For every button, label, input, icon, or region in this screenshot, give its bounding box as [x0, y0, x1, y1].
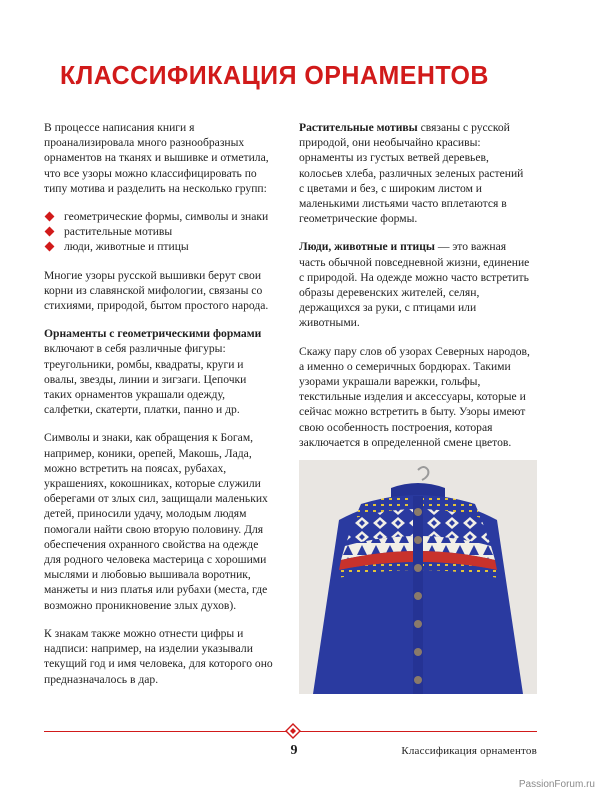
geometric-paragraph — [44, 326, 276, 417]
plant-body: связаны с русской природой, они необычайно красивы: орнаменты из густых ветвей деревьев, колосьев хлеба, различных зеленых растений с цветами и без, с широким листом и маленькими листьями часто вплетаются в геометрические формы. — [299, 121, 524, 226]
geometric-lead: Орнаменты с геометрическими формами — [44, 327, 262, 341]
left-column — [44, 120, 276, 700]
right-column — [299, 120, 531, 463]
page-number: 9 — [290, 743, 298, 758]
list-item — [44, 209, 276, 224]
plant-lead: Растительные мотивы — [299, 121, 418, 134]
geometric-body: включают в себя различные фигуры: треугольники, ромбы, квадраты, круги и овалы, звезды, линии и зигзаги. Цепочки таких орнаментов украшали одежду, салфетки, скатерти, платки, панно и др. — [44, 342, 247, 417]
diamond-bullet-icon — [45, 242, 55, 252]
knitted-cardigan-photo — [299, 460, 537, 694]
page-title: КЛАССИФИКАЦИЯ ОРНАМЕНТОВ — [60, 60, 489, 90]
people-paragraph — [299, 239, 531, 330]
plant-paragraph — [299, 120, 531, 226]
list-item-text: растительные мотивы — [64, 225, 173, 239]
list-item-text: люди, животные и птицы — [64, 240, 189, 254]
motif-group-list — [44, 209, 276, 255]
intro-paragraph: В процессе написания книги я проанализировала много разнообразных орнаментов на тканях и вышивке и отметила, что все узоры можно классифицировать по типу мотива и разделить на несколько групп: — [44, 121, 269, 195]
list-item-text: геометрические формы, символы и знаки — [64, 210, 269, 224]
list-item — [44, 239, 276, 254]
cardigan-illustration — [299, 460, 537, 694]
diamond-bullet-icon — [45, 212, 55, 222]
symbols-paragraph: Символы и знаки, как обращения к Богам, например, коники, орепей, Макошь, Лада, можно встретить на поясах, рубахах, украшениях, кокошниках, которые служили оберегами от злых сил, защищали маленьких детей, приносили удачу, молодым людям помогали найти свою вторую половину. Для обеспечения охранного свойства на одежде для родного человека мастерица с хорошими мыслями и любовью вышивала воротник, манжеты и низ платья или рубахи (места, где возможно проникновение злых духов). — [44, 431, 268, 612]
north-paragraph: Скажу пару слов об узорах Северных народов, а именно о семеричных бордюрах. Такими узорами украшали варежки, гольфы, текстильные изделия и аксессуары, которые и сейчас можно встретить в быту. Узоры имеют свою особенность построения, которая заключается в определенной смене цветов. — [299, 344, 530, 449]
people-body: — это важная часть обычной повседневной жизни, единение с природой. На одежде можно часто встретить образы деревенских жителей, селян, держащихся за руки, с птицами или животными. — [299, 240, 530, 330]
watermark: PassionForum.ru — [518, 779, 595, 790]
numbers-paragraph: К знакам также можно отнести цифры и надписи: например, на изделии указывали текущий год и имя человека, для которого оно предназначалось в дар. — [44, 626, 273, 686]
running-head: Классификация орнаментов — [401, 745, 537, 757]
list-item — [44, 224, 276, 239]
diamond-bullet-icon — [45, 227, 55, 237]
people-lead: Люди, животные и птицы — [299, 240, 435, 254]
mythology-paragraph: Многие узоры русской вышивки берут свои корни из славянской мифологии, связаны со стихиями, природой, бытом простого народа. — [44, 268, 269, 313]
diamond-ornament-icon — [285, 723, 301, 739]
